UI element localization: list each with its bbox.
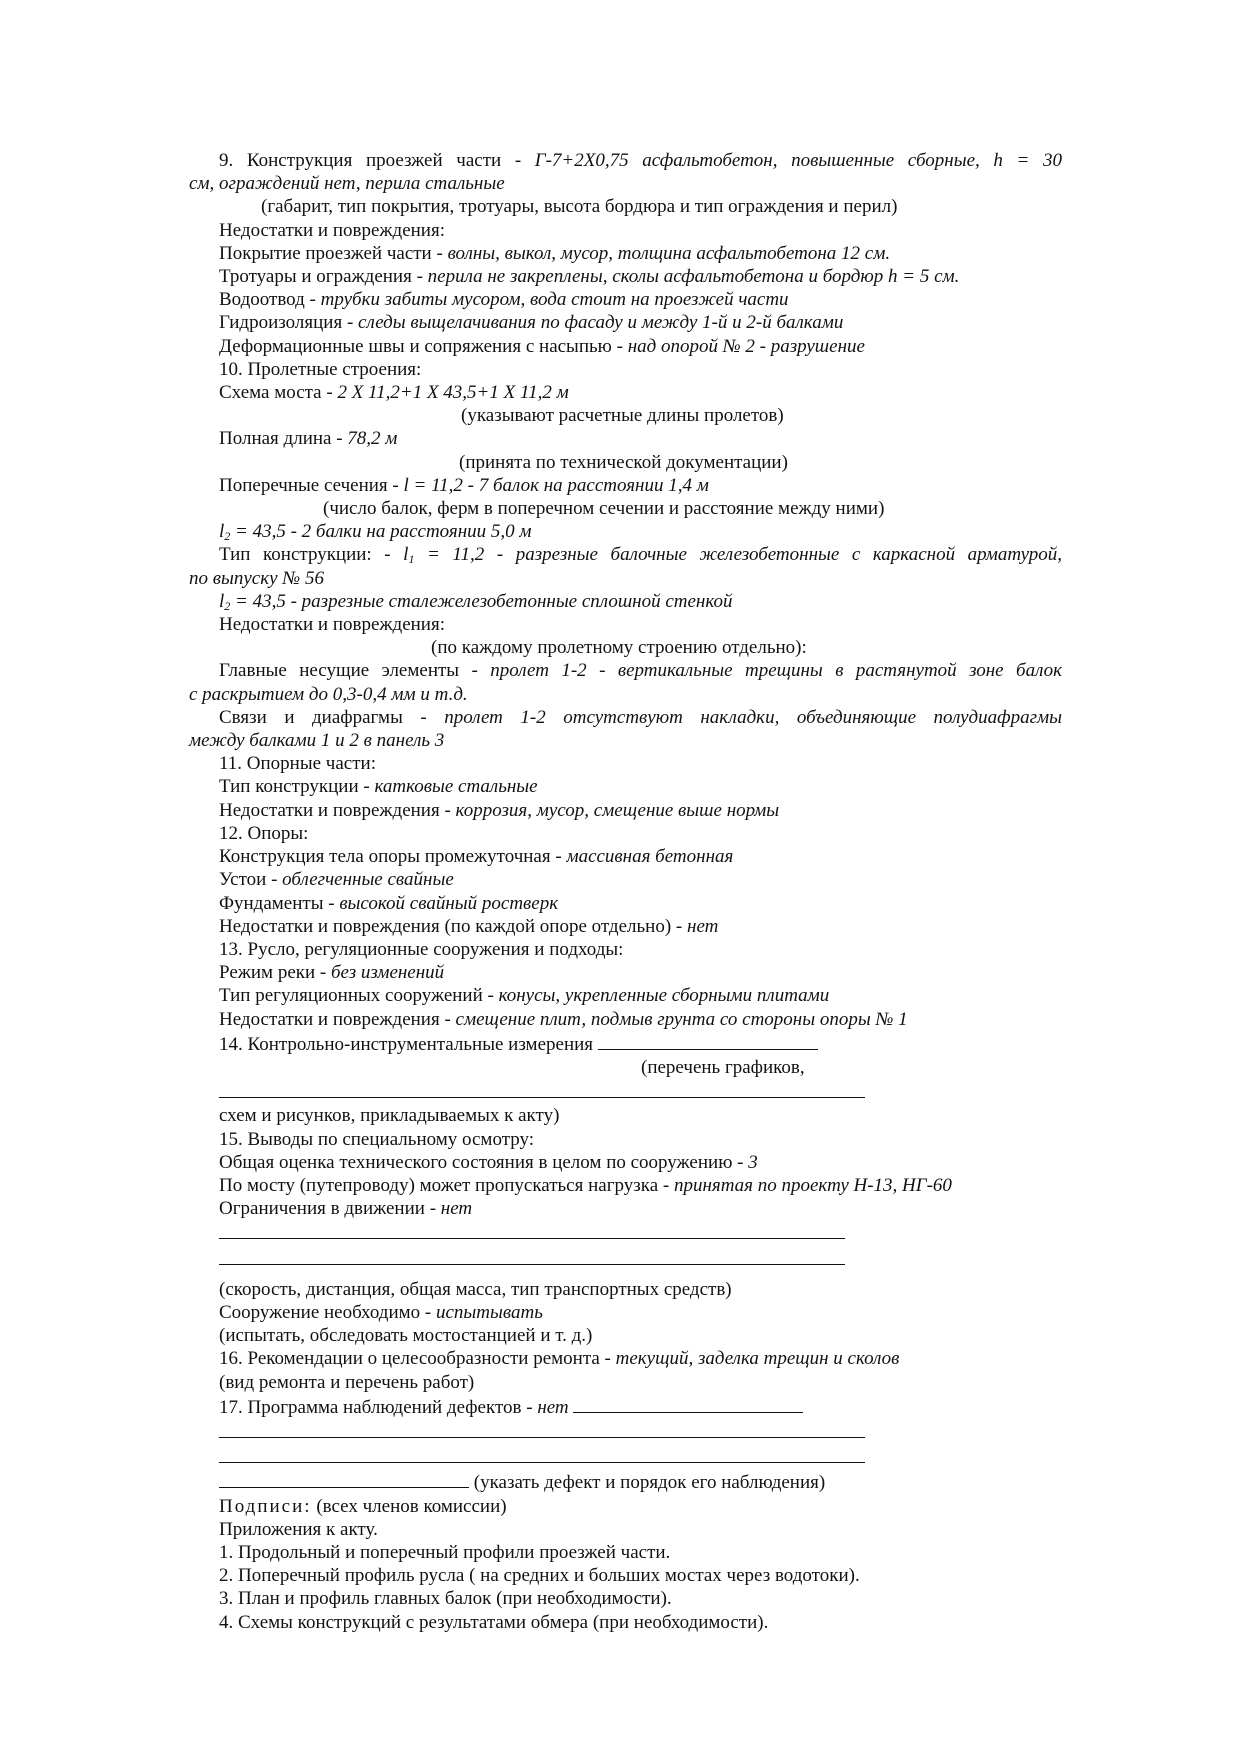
type-label: Тип конструкции -	[219, 776, 375, 798]
s15-title: 15. Выводы по специальному осмотру:	[219, 1128, 535, 1150]
length-label: Полная длина -	[219, 428, 348, 450]
sections-value: l = 11,2 - 7 балок на расстоянии 1,4 м	[403, 474, 709, 496]
s9-row-waterproofing	[189, 311, 1062, 334]
rating-value: 3	[748, 1151, 758, 1173]
row-label: Тротуары и ограждения -	[219, 266, 428, 288]
program-value: нет	[537, 1396, 569, 1418]
limits-value: нет	[440, 1198, 473, 1220]
type-value	[403, 544, 1062, 565]
river-label: Режим реки -	[219, 962, 331, 984]
s16-line	[189, 1347, 1062, 1370]
links-value: пролет 1-2 отсутствуют накладки, объединяющие полудиафрагмы	[444, 706, 1062, 728]
appendix-title: Приложения к акту.	[219, 1518, 378, 1540]
fill-line	[598, 1031, 818, 1050]
defects-label: Недостатки и повреждения (по каждой опоре отдельно) -	[219, 915, 688, 937]
fill-line	[219, 1079, 865, 1098]
s15-need	[189, 1301, 1062, 1324]
s12-defects	[189, 915, 1062, 938]
s16-caption: (вид ремонта и перечень работ)	[219, 1371, 475, 1393]
body-label: Конструкция тела опоры промежуточная -	[219, 846, 567, 868]
s9-value: Г-7+2Х0,75 асфальтобетон, повышенные сборные, h = 30	[534, 150, 1063, 171]
s10-scheme	[189, 381, 1062, 404]
s15-limits-caption: (скорость, дистанция, общая масса, тип транспортных средств)	[219, 1278, 732, 1300]
s10-scheme-caption: (указывают расчетные длины пролетов)	[461, 405, 784, 427]
s10-type-cont	[189, 567, 1062, 590]
s10-links	[189, 706, 1062, 729]
s9-line-cont	[189, 172, 1062, 195]
signatures	[189, 1495, 1062, 1518]
row-value: над опорой № 2 - разрушение	[627, 335, 865, 357]
foundations-value: высокой свайный ростверк	[339, 892, 559, 914]
repair-label: 16. Рекомендации о целесообразности ремонта -	[219, 1348, 616, 1370]
scheme-value: 2 Х 11,2+1 Х 43,5+1 Х 11,2 м	[337, 382, 569, 404]
defects-label: Недостатки и повреждения -	[219, 1008, 456, 1030]
s12-foundations	[189, 892, 1062, 915]
main-value: пролет 1-2 - вертикальные трещины в растянутой зоне балок	[490, 660, 1062, 682]
l2-value: = 43,5 - 2 балки на расстоянии 5,0 м	[230, 521, 532, 543]
s9-defects-title: Недостатки и повреждения:	[219, 219, 445, 241]
need-label: Сооружение необходимо -	[219, 1301, 436, 1323]
s9-line	[189, 149, 1062, 172]
s17-line	[189, 1394, 1062, 1419]
scheme-label: Схема моста -	[219, 382, 338, 404]
defects-value: нет	[687, 915, 719, 937]
s17-caption-row	[189, 1469, 1062, 1494]
s17-caption: (указать дефект и порядок его наблюдения)	[469, 1472, 826, 1494]
appendix-item: 4. Схемы конструкций с результатами обмера (при необходимости).	[219, 1611, 769, 1633]
s10-main	[189, 659, 1062, 682]
signatures-label: Подписи:	[219, 1495, 312, 1517]
s10-defects-title: Недостатки и повреждения:	[219, 614, 445, 636]
regulation-label: Тип регуляционных сооружений -	[219, 985, 499, 1007]
s13-defects	[189, 1008, 1062, 1031]
abutments-value: облегченные свайные	[282, 869, 454, 891]
s15-load	[189, 1174, 1062, 1197]
defects-label: Недостатки и повреждения -	[219, 799, 456, 821]
s17-fill-row-1	[189, 1419, 1062, 1444]
s9-row-drainage	[189, 288, 1062, 311]
measurements-label: 14. Контрольно-инструментальные измерения	[219, 1033, 598, 1055]
s13-regulation	[189, 984, 1062, 1007]
foundations-label: Фундаменты -	[219, 892, 340, 914]
l2-symbol: l	[219, 590, 225, 612]
signatures-caption: (всех членов комиссии)	[311, 1495, 507, 1517]
s10-l2-line	[189, 520, 1062, 543]
appendix-item: 1. Продольный и поперечный профили проезжей части.	[219, 1541, 671, 1563]
s10-type2	[189, 590, 1062, 613]
fill-line	[219, 1220, 845, 1239]
defects-value: коррозия, мусор, смещение выше нормы	[455, 799, 780, 821]
abutments-label: Устои -	[219, 869, 283, 891]
sections-label: Поперечные сечения -	[219, 474, 404, 496]
fill-line	[219, 1419, 865, 1438]
s15-fill-row-1	[189, 1220, 1062, 1245]
limits-label: Ограничения в движении -	[219, 1198, 441, 1220]
l1-subscript: 1	[408, 552, 415, 567]
appendix-item: 3. План и профиль главных балок (при необходимости).	[219, 1588, 672, 1610]
fill-line	[219, 1246, 845, 1265]
row-value: трубки забиты мусором, вода стоит на проезжей части	[320, 289, 789, 311]
links-value-cont: между балками 1 и 2 в панель 3	[189, 730, 445, 752]
s11-type	[189, 775, 1062, 798]
type-value-text: = 11,2 - разрезные балочные железобетонные с каркасной арматурой,	[414, 544, 1062, 566]
rating-label: Общая оценка технического состояния в целом по сооружению -	[219, 1151, 749, 1173]
s10-links-cont	[189, 729, 1062, 752]
s12-abutments	[189, 868, 1062, 891]
s14-fill-row	[189, 1079, 1062, 1104]
l2-subscript: 2	[224, 529, 231, 544]
load-label: По мосту (путепроводу) может пропускаться нагрузка -	[219, 1174, 674, 1196]
s13-river	[189, 961, 1062, 984]
row-label: Водоотвод -	[219, 289, 321, 311]
row-value: следы выщелачивания по фасаду и между 1-й и 2-й балками	[358, 312, 844, 334]
type2-value: = 43,5 - разрезные сталежелезобетонные сплошной стенкой	[230, 590, 733, 612]
s10-sections-caption: (число балок, ферм в поперечном сечении и расстояние между ними)	[323, 498, 885, 520]
s15-need-caption: (испытать, обследовать мостостанцией и т. д.)	[219, 1325, 593, 1347]
type-label: Тип конструкции: -	[219, 544, 404, 566]
row-value: волны, выкол, мусор, толщина асфальтобетона 12 см.	[447, 242, 891, 264]
main-value-cont: с раскрытием до 0,3-0,4 мм и т.д.	[189, 683, 468, 705]
s15-limits	[189, 1197, 1062, 1220]
body-value: массивная бетонная	[566, 846, 734, 868]
load-value: принятая по проекту Н-13, НГ-60	[673, 1174, 952, 1196]
main-label: Главные несущие элементы -	[219, 660, 491, 682]
s9-row-coating	[189, 242, 1062, 265]
s12-title: 12. Опоры:	[219, 822, 309, 844]
s17-fill-row-2	[189, 1444, 1062, 1469]
row-label: Покрытие проезжей части -	[219, 242, 448, 264]
s12-body	[189, 845, 1062, 868]
regulation-value: конусы, укрепленные сборными плитами	[498, 985, 830, 1007]
fill-line	[219, 1469, 469, 1488]
s10-main-cont	[189, 683, 1062, 706]
spacer	[189, 1271, 1062, 1278]
l2-symbol: l	[219, 521, 225, 543]
appendix-item: 2. Поперечный профиль русла ( на средних и больших мостах через водотоки).	[219, 1565, 860, 1587]
l2-subscript: 2	[224, 598, 231, 613]
s14-caption-a: (перечень графиков,	[641, 1056, 805, 1078]
s14-caption-b: схем и рисунков, прикладываемых к акту)	[219, 1105, 560, 1127]
s10-length-caption: (принята по технической документации)	[459, 451, 788, 473]
s14-title	[189, 1031, 1062, 1056]
s15-rating	[189, 1151, 1062, 1174]
row-label: Гидроизоляция -	[219, 312, 359, 334]
s9-value-cont: см, ограждений нет, перила стальные	[189, 173, 505, 195]
need-value: испытывать	[435, 1301, 543, 1323]
s11-title: 11. Опорные части:	[219, 753, 376, 775]
act-document	[189, 149, 1062, 1634]
s9-caption: (габарит, тип покрытия, тротуары, высота бордюра и тип ограждения и перил)	[261, 196, 898, 218]
type-value: катковые стальные	[374, 776, 538, 798]
fill-line	[219, 1444, 865, 1463]
s10-defects-caption: (по каждому пролетному строению отдельно):	[431, 637, 807, 659]
s10-type	[189, 543, 1062, 566]
s13-title: 13. Русло, регуляционные сооружения и подходы:	[219, 938, 624, 960]
s9-label: 9. Конструкция проезжей части -	[219, 150, 535, 171]
row-value: перила не закреплены, сколы асфальтобетона и бордюр h = 5 см.	[427, 266, 960, 288]
s10-length	[189, 427, 1062, 450]
s11-defects	[189, 799, 1062, 822]
length-value: 78,2 м	[347, 428, 398, 450]
type-value-cont: по выпуску № 56	[189, 567, 324, 589]
row-label: Деформационные швы и сопряжения с насыпью -	[219, 335, 628, 357]
river-value: без изменений	[330, 962, 445, 984]
s9-row-joints	[189, 335, 1062, 358]
s9-row-sidewalks	[189, 265, 1062, 288]
fill-line	[573, 1394, 803, 1413]
s10-sections	[189, 474, 1062, 497]
defects-value: смещение плит, подмыв грунта со стороны опоры № 1	[455, 1008, 908, 1030]
l1-symbol: l	[403, 544, 409, 566]
links-label: Связи и диафрагмы -	[219, 706, 445, 728]
program-label: 17. Программа наблюдений дефектов -	[219, 1396, 538, 1418]
s15-fill-row-2	[189, 1246, 1062, 1271]
repair-value: текущий, заделка трещин и сколов	[615, 1348, 900, 1370]
s10-title: 10. Пролетные строения:	[219, 358, 422, 380]
